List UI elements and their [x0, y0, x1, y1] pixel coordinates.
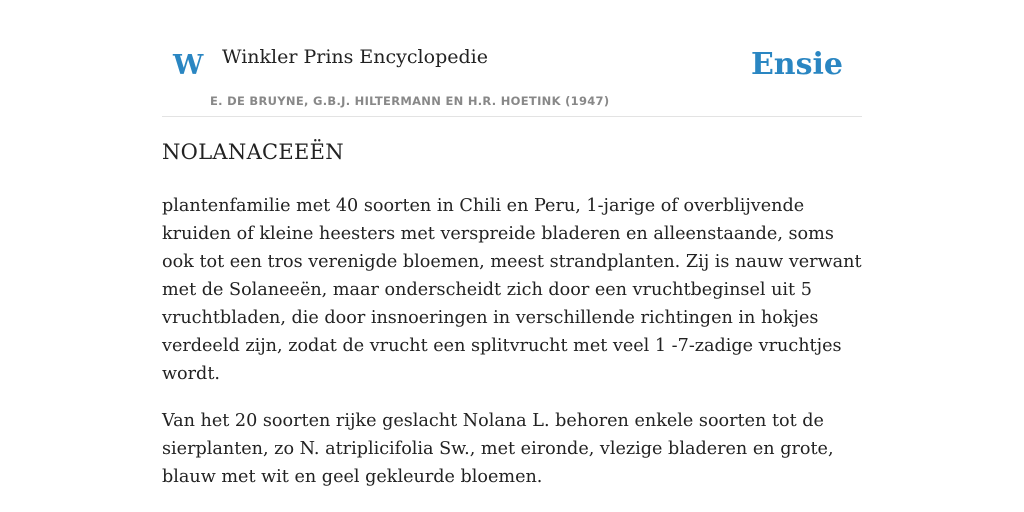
ensie-brand-logo[interactable]: Ensie — [750, 47, 843, 82]
entry-paragraph: Van het 20 soorten rijke geslacht Nolana L. behoren enkele soorten tot de sierplanten, zo N. atriplicifolia Sw., met eironde, vlezige bladeren en grote, blauw met wit en geel gekleurde bloemen. — [162, 411, 834, 487]
page — [162, 0, 862, 487]
entry-title: NOLANACEEËN — [162, 140, 344, 164]
authors-byline: E. DE BRUYNE, G.B.J. HILTERMANN EN H.R. HOETINK (1947) — [210, 94, 610, 108]
entry-body — [162, 192, 864, 510]
winkler-prins-logo[interactable]: W — [173, 50, 204, 81]
site-title[interactable]: Winkler Prins Encyclopedie — [222, 46, 488, 68]
entry-paragraph: plantenfamilie met 40 soorten in Chili en Peru, 1-jarige of overblijvende kruiden of kleine heesters met verspreide bladeren en alleenstaande, soms ook tot een tros verenigde bloemen, meest strandplanten. Zij is nauw verwant met de Solaneeën, maar onderscheidt zich door een vruchtbeginsel uit 5 vruchtbladen, die door insnoeringen in verschillende richtingen in hokjes verdeeld zijn, zodat de vrucht een splitvrucht met veel 1 -7-zadige vruchtjes wordt. — [162, 196, 862, 384]
header — [162, 0, 862, 117]
